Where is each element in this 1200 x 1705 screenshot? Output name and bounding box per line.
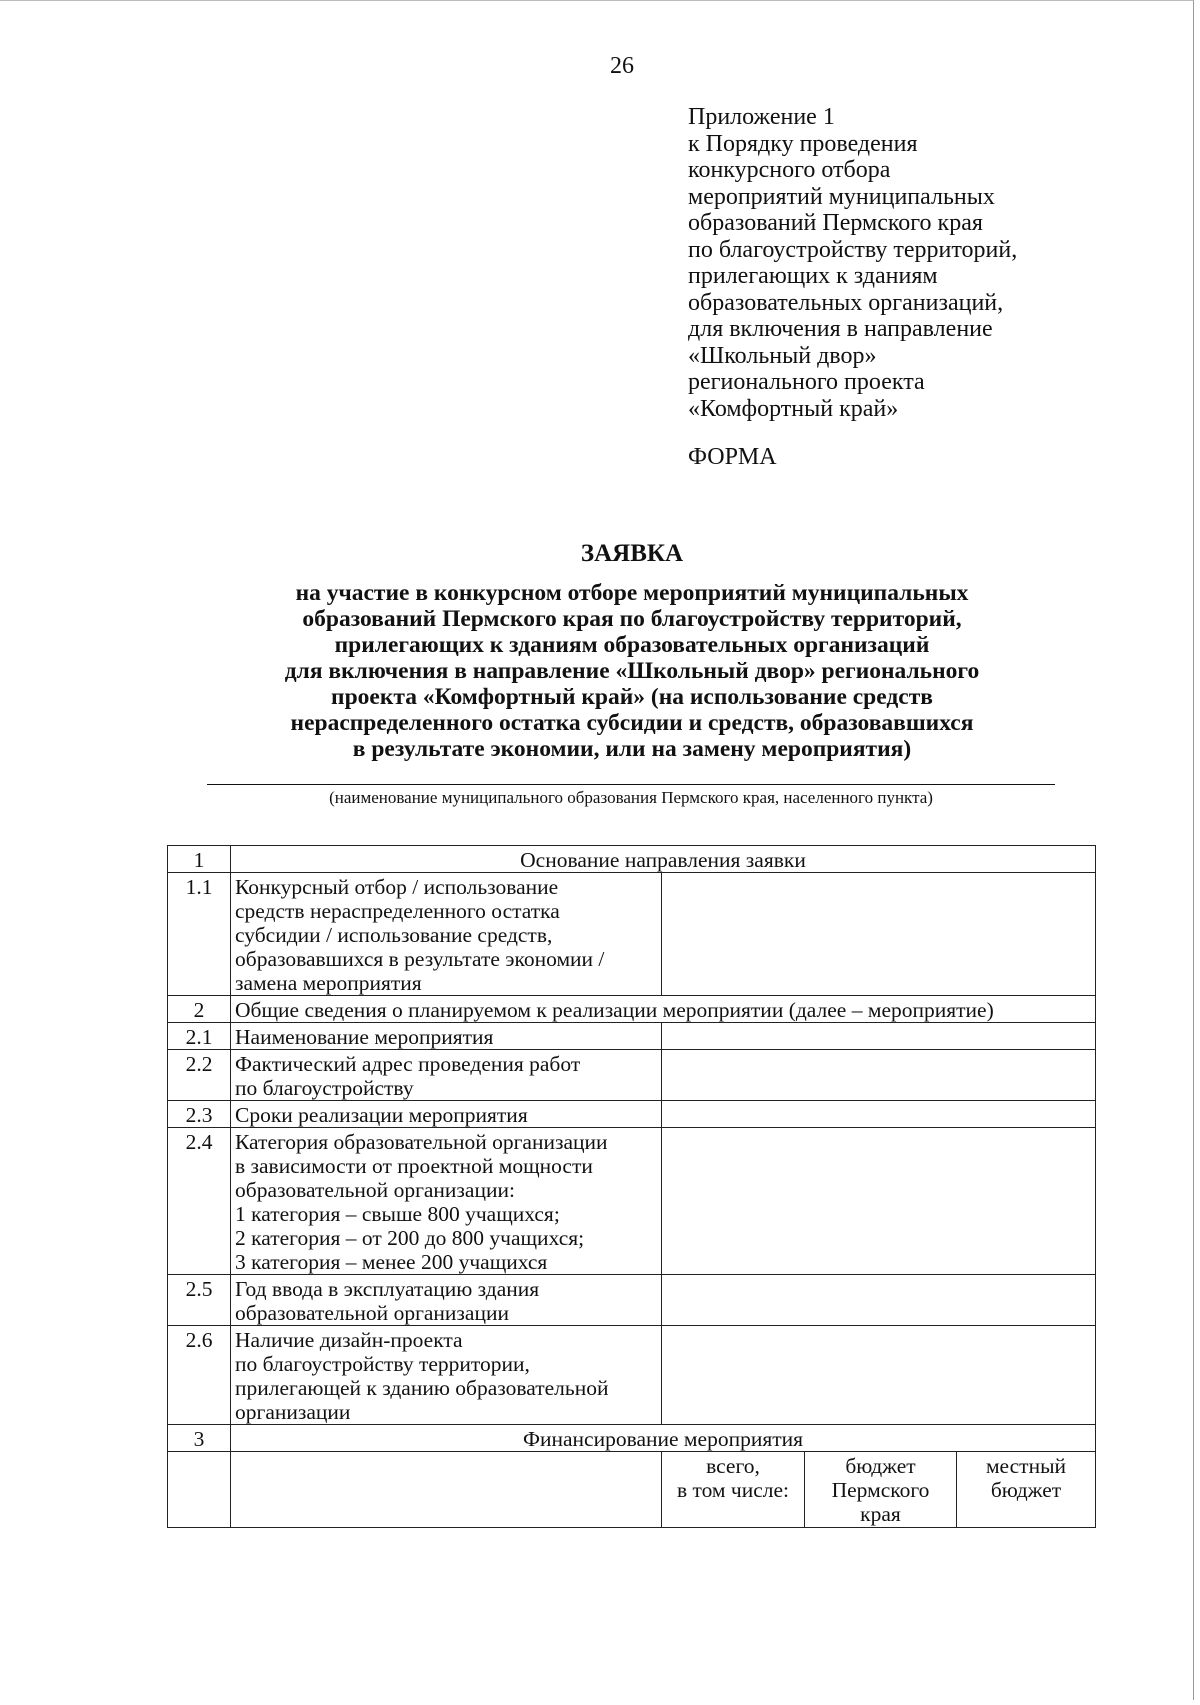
row-label (231, 1023, 662, 1050)
row-label-line: прилегающей к зданию образовательной (235, 1376, 609, 1400)
row-number: 2.6 (168, 1326, 231, 1425)
subtitle-line: нераспределенного остатка субсидии и средств, образовавшихся (290, 710, 974, 736)
row-label-line: Конкурсный отбор / использование (235, 875, 559, 899)
row-number: 2.3 (168, 1101, 231, 1128)
row-label-line: в зависимости от проектной мощности (235, 1154, 593, 1178)
row-number: 2.1 (168, 1023, 231, 1050)
table-row (168, 1452, 1096, 1528)
subtitle-line: проекта «Комфортный край» (на использование средств (331, 684, 933, 710)
row-label-line: Категория образовательной организации (235, 1130, 608, 1154)
row-number: 2.5 (168, 1275, 231, 1326)
appendix-line: образовательных организаций, (688, 289, 1004, 316)
header-line: края (860, 1502, 901, 1526)
section-title: Основание направления заявки (231, 846, 1096, 873)
row-label-line: образовавшихся в результате экономии / (235, 947, 605, 971)
finance-local-header (957, 1452, 1096, 1528)
appendix-line: образований Пермского края (688, 210, 983, 236)
appendix-line: к Порядку проведения (688, 130, 918, 157)
row-label[interactable] (231, 1452, 662, 1528)
appendix-line: прилегающих к зданиям (688, 263, 938, 289)
header-line: бюджет (990, 1478, 1062, 1502)
appendix-line: конкурсного отбора (688, 157, 891, 183)
row-label (231, 1050, 662, 1101)
row-label-line: Сроки реализации мероприятия (235, 1103, 528, 1127)
subtitle-line: в результате экономии, или на замену мероприятия) (352, 736, 912, 762)
row-label-line: замена мероприятия (235, 971, 422, 995)
value-cell[interactable] (662, 1128, 1096, 1275)
appendix-line: «Школьный двор» (688, 342, 877, 369)
row-label (231, 1326, 662, 1425)
appendix-line: регионального проекта (688, 369, 925, 395)
row-label-line: Наличие дизайн-проекта (235, 1328, 463, 1352)
table-row (168, 846, 1096, 873)
value-cell[interactable] (662, 1050, 1096, 1101)
header-line: бюджет (845, 1454, 916, 1478)
value-cell[interactable] (662, 1326, 1096, 1425)
section-title: Финансирование мероприятия (231, 1425, 1096, 1452)
subtitle-line: образований Пермского края по благоустройству территорий, (302, 606, 962, 632)
subtitle-line: на участие в конкурсном отборе мероприятий муниципальных (295, 580, 969, 606)
value-cell[interactable] (662, 1023, 1096, 1050)
appendix-line: мероприятий муниципальных (688, 183, 995, 210)
header-line: Пермского (831, 1478, 930, 1502)
row-label-line: средств нераспределенного остатка (235, 899, 560, 923)
row-label-line: образовательной организации: (235, 1178, 515, 1202)
row-number: 1.1 (168, 873, 231, 996)
header-line: местный (985, 1454, 1067, 1478)
row-label (231, 1101, 662, 1128)
value-cell[interactable] (662, 1275, 1096, 1326)
row-label (231, 873, 662, 996)
table-row (168, 1326, 1096, 1425)
subtitle-line: для включения в направление «Школьный двор» регионального (284, 658, 980, 684)
application-table (167, 845, 1096, 1528)
row-label-line: Наименование мероприятия (235, 1025, 494, 1049)
subtitle-line: прилегающих к зданиям образовательных организаций (334, 632, 930, 658)
page-number: 26 (610, 53, 634, 79)
table-row (168, 1128, 1096, 1275)
table-row (168, 1275, 1096, 1326)
finance-total-header (662, 1452, 805, 1528)
row-label-line: по благоустройству (235, 1076, 414, 1100)
table-row (168, 1023, 1096, 1050)
row-label-line: 1 категория – свыше 800 учащихся; (235, 1202, 560, 1226)
row-label-line: 2 категория – от 200 до 800 учащихся; (235, 1226, 585, 1250)
appendix-line: Приложение 1 (688, 104, 835, 130)
row-label-line: образовательной организации (235, 1301, 509, 1325)
header-line: в том числе: (676, 1478, 790, 1502)
row-number (168, 1452, 231, 1528)
appendix-header (688, 104, 1108, 422)
table-row (168, 1101, 1096, 1128)
value-cell[interactable] (662, 1101, 1096, 1128)
section-number: 2 (168, 996, 231, 1023)
municipality-name-line[interactable] (207, 784, 1055, 785)
document-title: ЗАЯВКА (580, 540, 684, 567)
section-title: Общие сведения о планируемом к реализации мероприятии (далее – мероприятие) (231, 996, 1096, 1023)
finance-regional-header (805, 1452, 957, 1528)
row-label-line: Фактический адрес проведения работ (235, 1052, 581, 1076)
table-row (168, 1050, 1096, 1101)
appendix-line: «Комфортный край» (688, 395, 899, 422)
row-label-line: организации (235, 1400, 351, 1424)
row-label-line: по благоустройству территории, (235, 1352, 530, 1376)
row-label (231, 1128, 662, 1275)
row-label-line: Год ввода в эксплуатацию здания (235, 1277, 540, 1301)
row-number: 2.4 (168, 1128, 231, 1275)
table-row (168, 1425, 1096, 1452)
municipality-caption: (наименование муниципального образования Пермского края, населенного пункта) (329, 788, 933, 807)
value-cell[interactable] (662, 873, 1096, 996)
table-row (168, 873, 1096, 996)
row-number: 2.2 (168, 1050, 231, 1101)
header-line: всего, (706, 1454, 760, 1478)
row-label-line: 3 категория – менее 200 учащихся (235, 1250, 548, 1274)
section-number: 1 (168, 846, 231, 873)
table-row (168, 996, 1096, 1023)
document-subtitle (0, 580, 1200, 762)
section-number: 3 (168, 1425, 231, 1452)
appendix-line: для включения в направление (688, 316, 993, 342)
form-label: ФОРМА (688, 444, 777, 470)
row-label-line: субсидии / использование средств, (235, 923, 553, 947)
row-label (231, 1275, 662, 1326)
appendix-line: по благоустройству территорий, (688, 236, 1018, 263)
